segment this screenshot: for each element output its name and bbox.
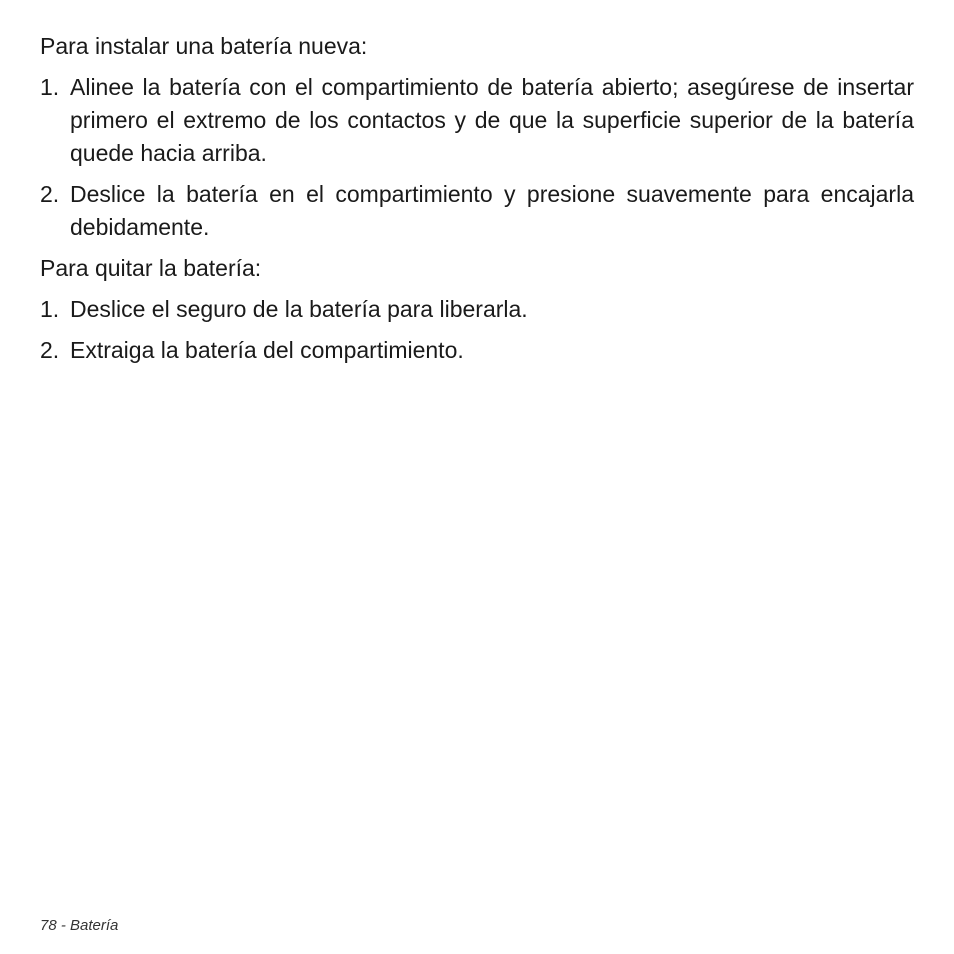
step-text: Deslice el seguro de la batería para liberarla. (70, 296, 528, 322)
step-text: Deslice la batería en el compartimiento y presione suavemente para encajarla debidamente. (70, 181, 914, 240)
step-number: 2. (40, 181, 60, 207)
install-heading: Para instalar una batería nueva: (40, 33, 368, 59)
document-body (40, 30, 914, 375)
remove-step-2 (40, 334, 914, 367)
install-step-1 (40, 71, 914, 170)
step-text: Extraiga la batería del compartimiento. (70, 337, 464, 363)
page-footer: 78 - Batería (40, 917, 119, 934)
remove-step-1 (40, 293, 914, 326)
remove-steps (40, 293, 914, 367)
remove-heading: Para quitar la batería: (40, 255, 262, 281)
install-step-2 (40, 178, 914, 244)
step-number: 1. (40, 296, 60, 322)
step-text: Alinee la batería con el compartimiento de batería abierto; asegúrese de insertar primero el extremo de los contactos y de que la superficie superior de la batería quede hacia arriba. (70, 74, 914, 166)
step-number: 2. (40, 337, 60, 363)
step-number: 1. (40, 74, 60, 100)
install-steps (40, 71, 914, 244)
